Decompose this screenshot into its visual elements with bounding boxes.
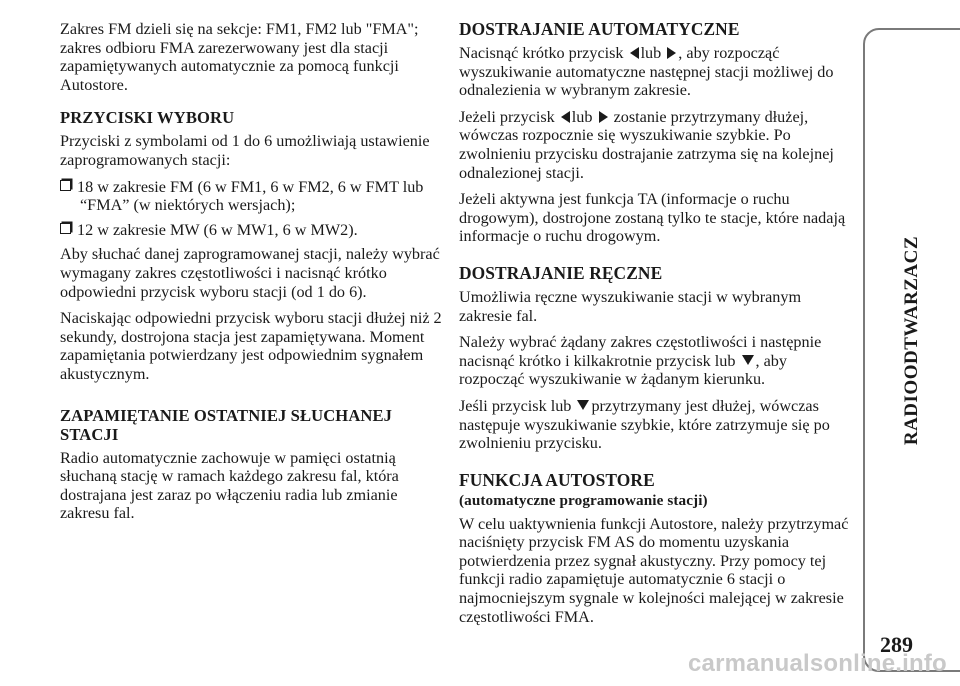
manual-p3-text-a: Jeśli przycisk lub (459, 396, 572, 415)
bullet-item-fm (60, 178, 446, 215)
manual-paragraph-2 (459, 333, 849, 389)
manual-p3-text-b: przytrzymany jest dłużej, wówczas następuje wyszukiwanie szybkie, które zatrzymuje się po zwolnieniu przycisku. (459, 396, 830, 453)
memory-paragraph: Radio automatycznie zachowuje w pamięci ostatnią słuchaną stację w ramach każdego zakresu fal, która dostrajana jest zaraz po włączeniu radia lub zmianie zakresu fal. (60, 448, 399, 523)
preset-paragraph-2: Aby słuchać danej zaprogramowanej stacji, należy wybrać wymagany zakres częstotliwości i nacisnąć krótko odpowiedni przycisk wyboru stacji (od 1 do 6). (60, 245, 440, 301)
arrow-left-icon (630, 47, 639, 59)
auto-p1-text-b: , aby rozpocząć wyszukiwanie automatyczne następnej stacji możliwej do odnalezienia w wybranym zakresie. (459, 44, 834, 100)
checkbox-bullet-icon (60, 223, 71, 234)
bullet-text: 12 w zakresie MW (6 w MW1, 6 w MW2). (77, 220, 358, 239)
arrow-right-icon (667, 47, 676, 59)
watermark: carmanualsonline.info (688, 650, 947, 677)
manual-p2-text-b: , aby rozpocząć wyszukiwanie w żądanym kierunku. (459, 351, 787, 389)
auto-tuning-heading: DOSTRAJANIE AUTOMATYCZNE (459, 19, 740, 39)
autostore-title: FUNKCJA AUTOSTORE (459, 469, 655, 490)
auto-p2-text-a: Jeżeli przycisk (459, 107, 555, 126)
autostore-paragraph: W celu uaktywnienia funkcji Autostore, należy przytrzymać naciśnięty przycisk FM AS do momentu uzyskania potwierdzenia przez sygnał akustyczny. Przy pomocy tej funkcji radio zapamiętuje automatycznie 6 stacji o najmocniejszym sygnale w kolejności malejącej w zakresie częstotliwości FMA. (459, 514, 849, 626)
auto-p2-text-b: zostanie przytrzymany dłużej, wówczas rozpocznie się wyszukiwanie szybkie. Po zwolnieniu przycisku dostrajanie zatrzyma się na kolejnej odnalezionej stacji. (459, 107, 834, 182)
left-column (60, 20, 446, 531)
preset-buttons-heading: PRZYCISKI WYBORU (60, 108, 235, 128)
right-column (459, 20, 849, 634)
last-station-memory-heading: ZAPAMIĘTANIE OSTATNIEJ SŁUCHANEJ STACJI (60, 405, 393, 444)
auto-p2-lub: lub (571, 107, 593, 126)
bullet-item-mw (60, 221, 446, 240)
autostore-subtitle: (automatyczne programowanie stacji) (459, 491, 708, 509)
manual-paragraph-1: Umożliwia ręczne wyszukiwanie stacji w wybranym zakresie fal. (459, 287, 802, 325)
arrow-down-icon (577, 400, 589, 410)
manual-paragraph-3 (459, 397, 849, 453)
auto-p1-text-a: Nacisnąć krótko przycisk (459, 44, 624, 62)
auto-paragraph-1 (459, 44, 849, 100)
intro-paragraph: Zakres FM dzieli się na sekcje: FM1, FM2 lub "FMA"; zakres odbioru FMA zarezerwowany jest dla stacji zapamiętywanych automatycznie za pomocą funkcji Autostore. (60, 20, 419, 94)
manual-tuning-heading: DOSTRAJANIE RĘCZNE (459, 262, 663, 283)
arrow-left-icon (561, 111, 570, 123)
autostore-heading (459, 471, 849, 510)
preset-paragraph-3: Naciskając odpowiedni przycisk wyboru stacji dłużej niż 2 sekundy, dostrojona stacja jest zapamiętywana. Moment zapamiętania potwierdzany jest odpowiednim sygnałem akustycznym. (60, 309, 442, 383)
bullet-text: 18 w zakresie FM (6 w FM1, 6 w FM2, 6 w FMT lub “FMA” (w niektórych wersjach); (77, 177, 424, 215)
manual-p2-text-a: Należy wybrać żądany zakres częstotliwości i następnie nacisnąć krótko i kilkakrotnie przycisk lub (459, 333, 822, 370)
auto-paragraph-2 (459, 108, 849, 182)
page-number: 289 (880, 632, 913, 657)
checkbox-bullet-icon (60, 180, 71, 191)
auto-p1-lub: lub (640, 44, 662, 62)
arrow-down-icon (742, 355, 754, 365)
preset-paragraph-1: Przyciski z symbolami od 1 do 6 umożliwiają ustawienie zaprogramowanych stacji: (60, 132, 430, 169)
arrow-right-icon (599, 111, 608, 123)
section-label: RADIOODTWARZACZ (901, 236, 922, 446)
auto-paragraph-3: Jeżeli aktywna jest funkcja TA (informacje o ruchu drogowym), dostrojone zostaną tylko te stacje, które nadają informacje o ruchu drogowym. (459, 190, 846, 246)
